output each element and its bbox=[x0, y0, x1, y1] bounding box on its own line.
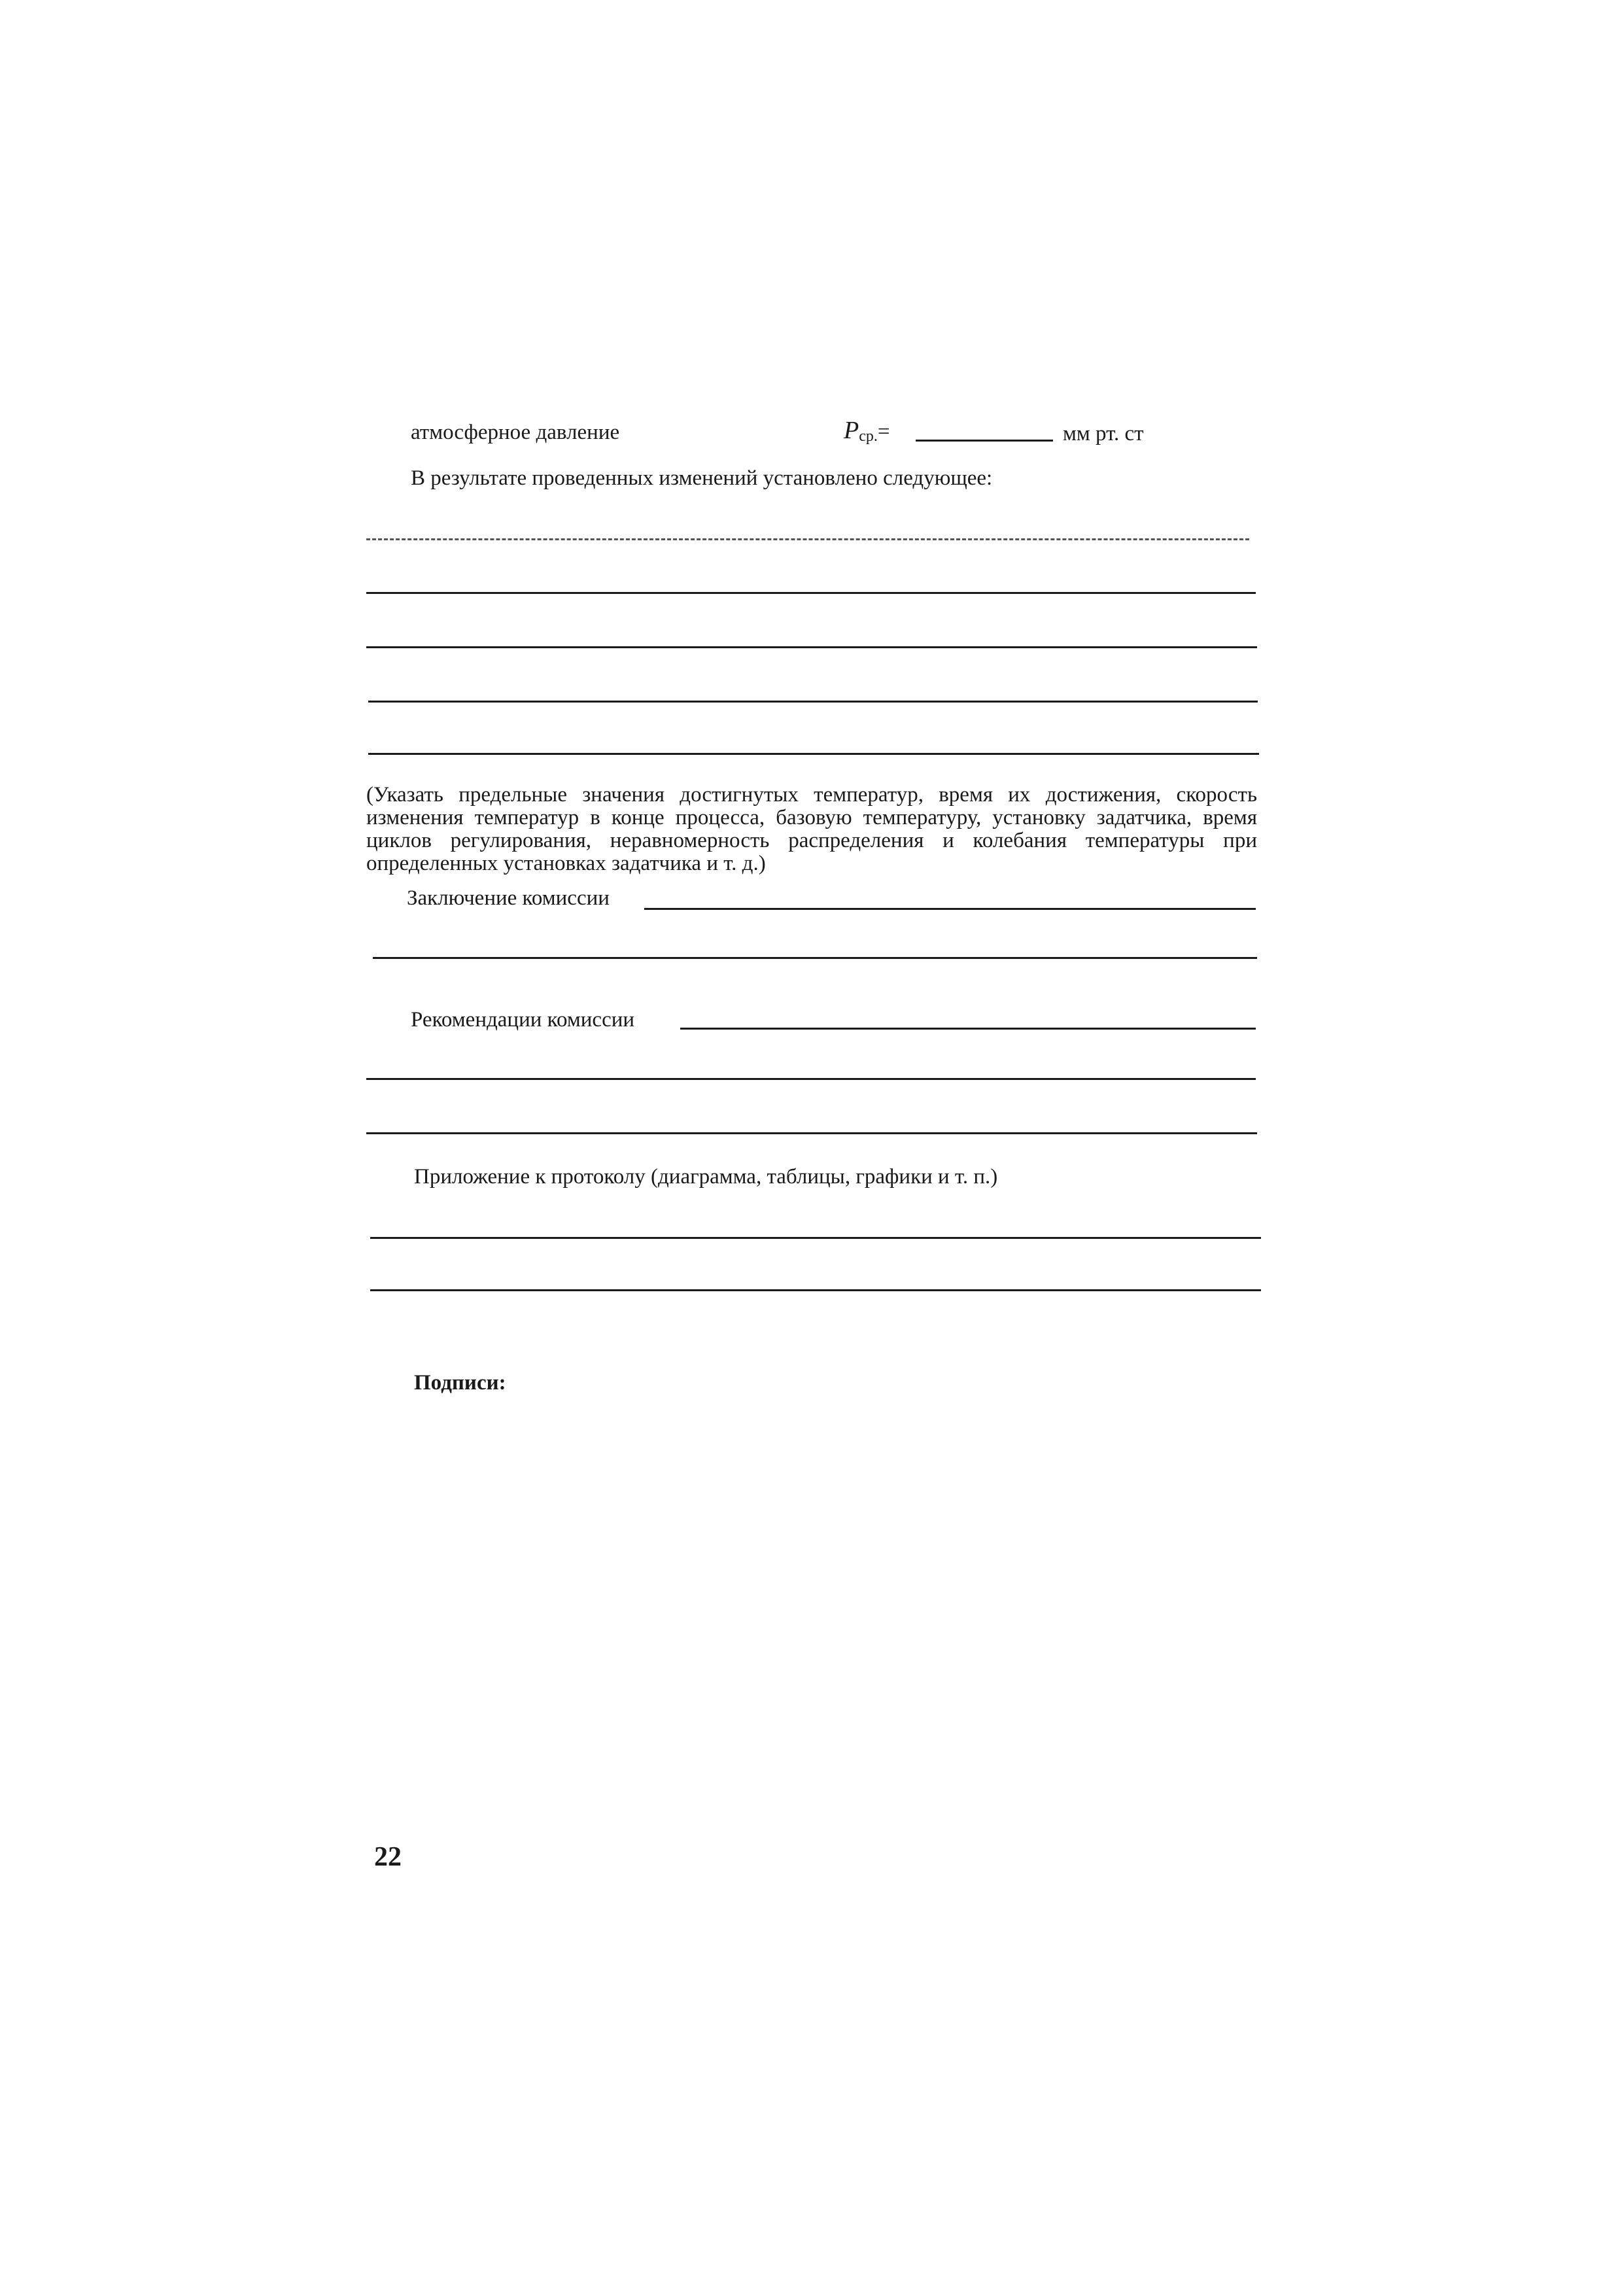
results-line-4[interactable] bbox=[368, 701, 1258, 703]
recommendations-blank-inline[interactable] bbox=[680, 1028, 1256, 1030]
results-line-2[interactable] bbox=[366, 592, 1256, 594]
conclusion-label: Заключение комиссии bbox=[407, 886, 610, 910]
pressure-unit: мм рт. ст bbox=[1063, 422, 1144, 445]
pressure-symbol: P bbox=[844, 417, 859, 444]
recommendations-label: Рекомендации комиссии bbox=[411, 1008, 635, 1032]
results-line-5[interactable] bbox=[368, 753, 1259, 755]
appendix-line-1[interactable] bbox=[370, 1237, 1261, 1239]
pressure-equals: = bbox=[877, 420, 890, 443]
results-line-1[interactable] bbox=[366, 538, 1249, 540]
results-intro: В результате проведенных изменений установлено следующее: bbox=[411, 466, 993, 490]
pressure-label: атмосферное давление bbox=[411, 421, 620, 444]
page-number: 22 bbox=[374, 1842, 402, 1872]
conclusion-blank-inline[interactable] bbox=[644, 908, 1256, 910]
conclusion-line-2[interactable] bbox=[373, 957, 1257, 959]
instruction-paragraph: (Указать предельные значения достигнутых температур, время их достижения, скорость изменения температур в конце процесса, базовую температуру, установку задатчика, время циклов регулирования, неравномерность распределения и колебания температуры при определенных установках задатчика и т. д.) bbox=[366, 783, 1257, 875]
appendix-line-2[interactable] bbox=[370, 1289, 1261, 1291]
pressure-value-blank[interactable] bbox=[916, 440, 1053, 442]
pressure-symbol-group bbox=[844, 417, 890, 446]
recommendations-line-3[interactable] bbox=[366, 1132, 1257, 1134]
results-line-3[interactable] bbox=[366, 646, 1257, 648]
signatures-label: Подписи: bbox=[414, 1371, 506, 1395]
pressure-symbol-subscript: ср. bbox=[859, 428, 878, 445]
appendix-label: Приложение к протоколу (диаграмма, таблицы, графики и т. п.) bbox=[414, 1165, 998, 1189]
recommendations-line-2[interactable] bbox=[366, 1078, 1256, 1080]
